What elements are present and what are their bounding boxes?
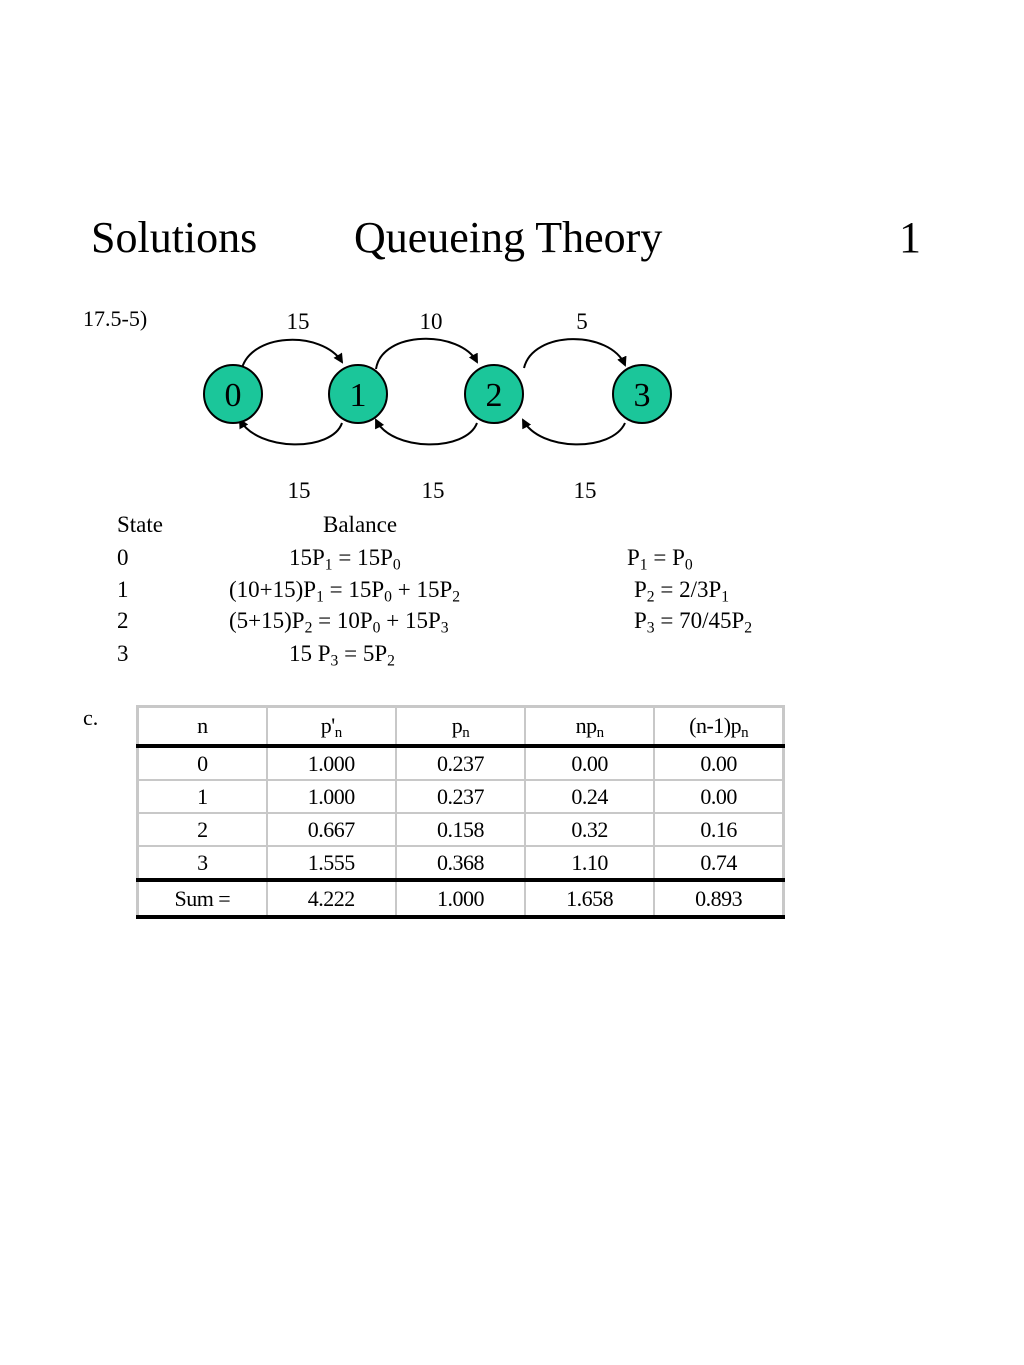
balance-state-label: 0 xyxy=(117,545,129,570)
table-row xyxy=(138,813,784,846)
table-cell: 1.10 xyxy=(525,846,654,880)
balance-state-label: 3 xyxy=(117,641,129,666)
balance-solution: $P_2 = 2/3P_1$ xyxy=(634,577,730,606)
backward-arc-3-2 xyxy=(523,420,625,444)
backward-rate-1-0: 15 xyxy=(287,478,311,503)
state-node-3-label: 3 xyxy=(633,377,651,414)
balance-equation: 15 $P_3 = 5P_2$ xyxy=(289,641,395,670)
table-cell: 0.237 xyxy=(396,746,525,780)
sum-cell: 1.000 xyxy=(396,880,525,917)
sum-cell: 1.658 xyxy=(525,880,654,917)
balance-header-state: State xyxy=(117,512,163,537)
table-cell: 0.74 xyxy=(654,846,783,880)
table-cell: 0.00 xyxy=(654,746,783,780)
table-cell: 0.368 xyxy=(396,846,525,880)
table-cell: 0.00 xyxy=(525,746,654,780)
table-cell: 0.00 xyxy=(654,780,783,813)
state-node-1 xyxy=(329,365,387,423)
page-number: 1 xyxy=(899,213,921,262)
state-node-0 xyxy=(204,365,262,423)
forward-rate-2-3: 5 xyxy=(576,309,588,334)
column-header-p-prime-n: $p'_n$ xyxy=(267,707,396,747)
sum-cell: 4.222 xyxy=(267,880,396,917)
table-row xyxy=(138,780,784,813)
table-cell: 0.237 xyxy=(396,780,525,813)
state-node-3 xyxy=(613,365,671,423)
sum-cell: 0.893 xyxy=(654,880,783,917)
probability-table xyxy=(136,705,785,919)
table-cell: 1.555 xyxy=(267,846,396,880)
header-title-solutions: Solutions xyxy=(91,213,258,262)
table-sum-row xyxy=(138,880,784,917)
table-cell: 1.000 xyxy=(267,780,396,813)
table-cell: 1.000 xyxy=(267,746,396,780)
table-cell: 0.16 xyxy=(654,813,783,846)
forward-arc-2-3 xyxy=(524,339,625,368)
table-cell: 1 xyxy=(138,780,267,813)
table-cell: 0 xyxy=(138,746,267,780)
balance-equation: $15P_1 = 15P_0$ xyxy=(289,545,401,574)
backward-arc-2-1 xyxy=(376,420,477,444)
balance-solution: $P_3 = 70/45P_2$ xyxy=(634,608,753,637)
backward-rate-3-2: 15 xyxy=(573,478,597,503)
forward-rate-1-2: 10 xyxy=(419,309,443,334)
table-cell: 0.24 xyxy=(525,780,654,813)
balance-equation: $(5+15)P_2 = 10P_0 + 15P_3$ xyxy=(229,608,449,637)
state-node-2 xyxy=(465,365,523,423)
header-title-queueing-theory: Queueing Theory xyxy=(354,213,663,262)
forward-arc-1-2 xyxy=(376,339,477,369)
state-node-2-label: 2 xyxy=(485,377,503,414)
balance-state-label: 1 xyxy=(117,577,129,602)
state-transition-diagram xyxy=(0,0,1024,520)
state-node-0-label: 0 xyxy=(224,377,242,414)
column-header-n-minus-1-p-n: $(n-1)p_n$ xyxy=(654,707,783,747)
sum-label: Sum = xyxy=(138,880,267,917)
balance-solution: $P_1 = P_0$ xyxy=(627,545,693,574)
table-cell: 3 xyxy=(138,846,267,880)
column-header-np-n: $np_n$ xyxy=(525,707,654,747)
table-cell: 0.158 xyxy=(396,813,525,846)
table-cell: 2 xyxy=(138,813,267,846)
table-row xyxy=(138,846,784,880)
table-header-row xyxy=(138,707,784,747)
table-cell: 0.667 xyxy=(267,813,396,846)
forward-arc-0-1 xyxy=(241,340,342,372)
balance-state-label: 2 xyxy=(117,608,129,633)
table-cell: 0.32 xyxy=(525,813,654,846)
balance-equation: $(10+15)P_1 = 15P_0 + 15P_2$ xyxy=(229,577,461,606)
balance-header-balance: Balance xyxy=(323,512,398,537)
state-node-1-label: 1 xyxy=(349,377,367,414)
forward-rate-0-1: 15 xyxy=(286,309,310,334)
column-header-n: n xyxy=(138,707,267,747)
backward-arc-1-0 xyxy=(240,420,342,444)
table-row xyxy=(138,746,784,780)
problem-label: 17.5-5) xyxy=(83,306,148,331)
column-header-p-n: $p_n$ xyxy=(396,707,525,747)
backward-rate-2-1: 15 xyxy=(421,478,445,503)
part-label: c. xyxy=(83,705,99,730)
